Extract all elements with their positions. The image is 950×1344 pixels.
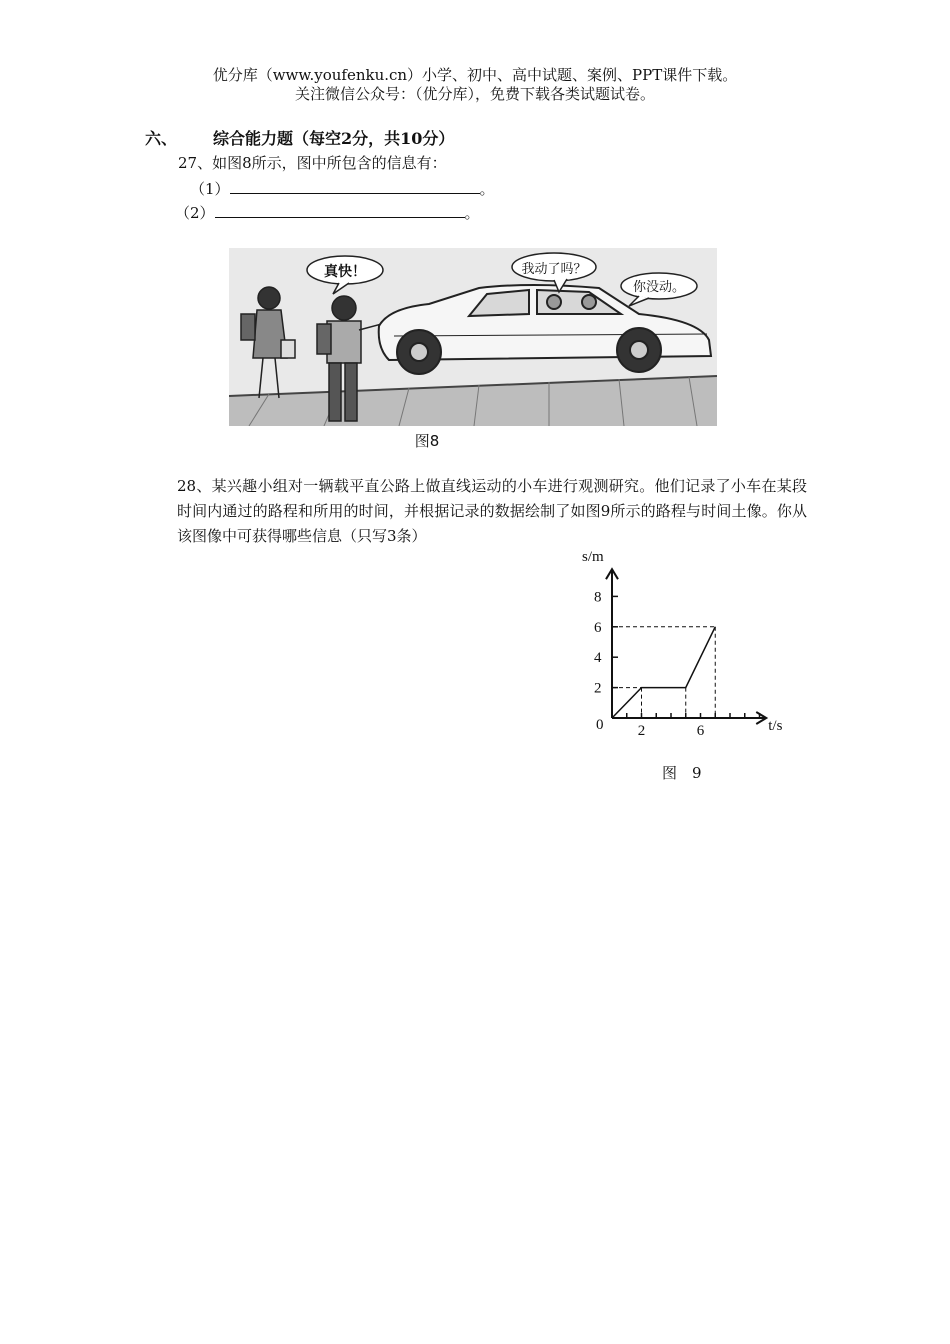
section-heading: 综合能力题（每空2分，共10分） [213, 129, 455, 148]
answer-line-2[interactable] [215, 203, 465, 218]
blank-1-label: （1） [190, 180, 230, 198]
x-tick-label: 2 [637, 723, 646, 739]
figure-8-caption: 图8 [414, 432, 440, 450]
blank-2-period: 。 [464, 204, 480, 222]
x-tick-label: 6 [696, 723, 705, 739]
question-28-text: 28、某兴趣小组对一辆载平直公路上做直线运动的小车进行观测研究。他们记录了小车在某段时间内通过的路程和所用的时间，并根据记录的数据绘制了如图9所示的路程与时间土像。你从该图像中可获得哪些信息（只写3条） [177, 477, 807, 545]
blank-2-label: （2） [175, 204, 215, 222]
figure-9-chart [575, 536, 805, 741]
figure-9-caption: 图 9 [662, 764, 702, 782]
question-27-stem: 27、如图8所示，图中所包含的信息有： [178, 154, 447, 172]
series-line [612, 627, 715, 718]
speech-text-3: 你没动。 [632, 280, 686, 295]
blank-1-period: 。 [479, 180, 495, 198]
question-27-blank-1 [190, 178, 495, 199]
answer-line-1[interactable] [230, 179, 480, 194]
y-axis-label: s/m [582, 549, 604, 566]
speech-text-2: 我动了吗？ [521, 262, 587, 277]
y-tick-label: 2 [594, 680, 602, 697]
header-line-2: 关注微信公众号：（优分库），免费下载各类试题试卷。 [294, 85, 655, 103]
origin-label: 0 [596, 717, 604, 733]
x-axis-label: t/s [768, 718, 783, 734]
y-tick-label: 6 [594, 619, 602, 636]
y-tick-label: 8 [594, 589, 602, 606]
question-27-blank-2 [175, 202, 480, 223]
section-number: 六、 [145, 129, 178, 148]
figure-8-illustration [229, 248, 717, 426]
header-line-1: 优分库（www.youfenku.cn）小学、初中、高中试题、案例、PPT课件下载。 [212, 66, 738, 84]
speech-text-1: 真快！ [324, 264, 366, 280]
y-tick-label: 4 [594, 650, 602, 667]
page-header [0, 66, 950, 104]
section-title [145, 126, 454, 149]
